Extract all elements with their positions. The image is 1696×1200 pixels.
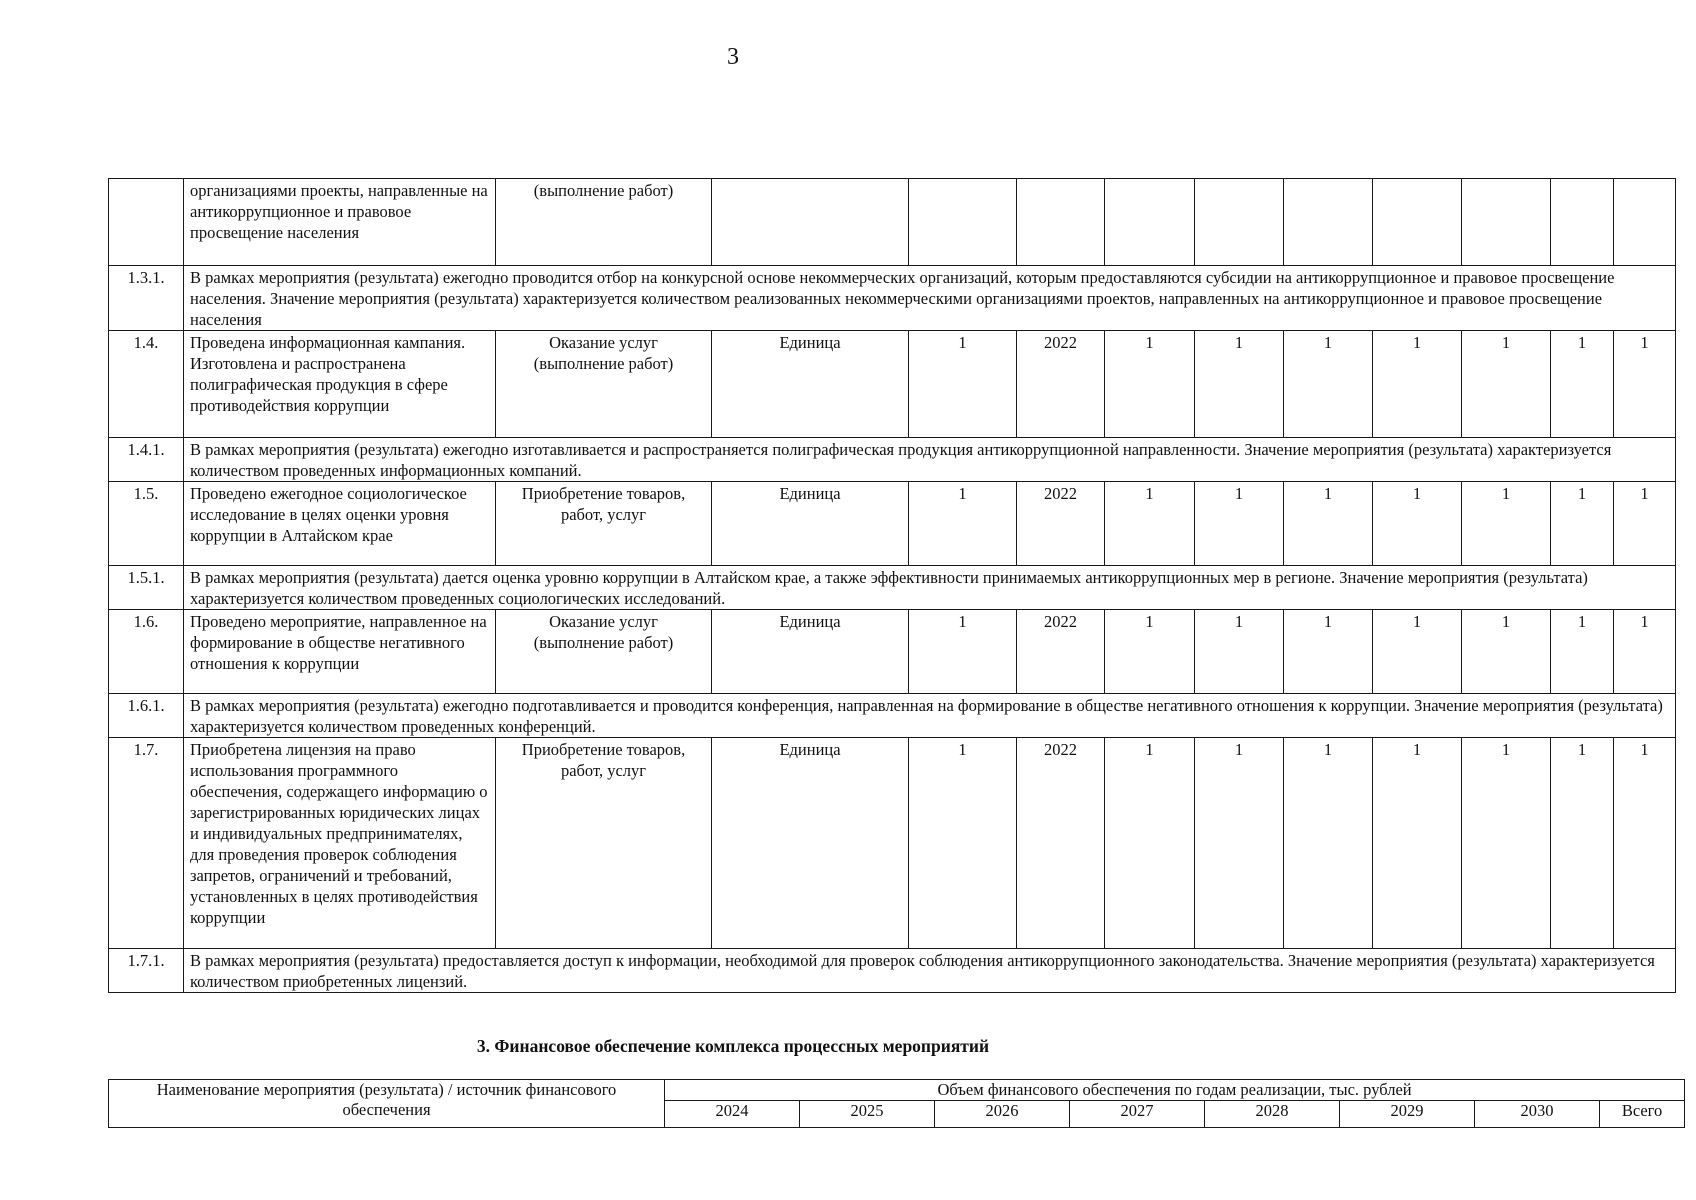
year-value-cell: 1 xyxy=(1614,331,1676,438)
measure-name: Проведено мероприятие, направленное на формирование в обществе негативного отношения к коррупции xyxy=(184,610,496,694)
year-value-cell: 1 xyxy=(1105,610,1195,694)
year-value-cell: 1 xyxy=(1551,482,1614,566)
measure-row xyxy=(109,610,1676,694)
section-title: 3. Финансовое обеспечение комплекса процессных мероприятий xyxy=(476,1036,990,1056)
description-row xyxy=(109,566,1676,610)
year-value-cell: 1 xyxy=(1462,610,1551,694)
base-value-cell: 1 xyxy=(909,738,1017,949)
year-value-cell: 1 xyxy=(1614,610,1676,694)
description-text: В рамках мероприятия (результата) ежегодно проводится отбор на конкурсной основе некоммерческих организаций, которым предоставляются субсидии на антикоррупционное и правовое просвещение населения. Значение мероприятия (результата) характеризуется количеством реализованных некоммерческими организациями проектов, направленных на антикоррупционное и правовое просвещение населения xyxy=(184,266,1676,331)
measures-table-body xyxy=(109,179,1676,993)
year-value-cell: 1 xyxy=(1551,738,1614,949)
base-year-cell: 2022 xyxy=(1017,331,1105,438)
measure-name: организациями проекты, направленные на антикоррупционное и правовое просвещение населения xyxy=(184,179,496,266)
year-value-cell: 1 xyxy=(1195,331,1284,438)
year-value-cell: 1 xyxy=(1614,738,1676,949)
row-number: 1.6.1. xyxy=(109,694,184,738)
finance-total-header: Всего xyxy=(1600,1101,1685,1128)
unit-cell: Единица xyxy=(712,482,909,566)
description-row xyxy=(109,949,1676,993)
year-value-cell: 1 xyxy=(1105,331,1195,438)
description-text: В рамках мероприятия (результата) предоставляется доступ к информации, необходимой для проверок соблюдения антикоррупционного законодательства. Значение мероприятия (результата) характеризуется количеством приобретенных лицензий. xyxy=(184,949,1676,993)
description-row xyxy=(109,438,1676,482)
base-year-cell xyxy=(1017,179,1105,266)
year-value-cell: 1 xyxy=(1195,610,1284,694)
finance-table xyxy=(108,1079,1685,1128)
row-number: 1.6. xyxy=(109,610,184,694)
finance-name-header: Наименование мероприятия (результата) / источник финансового обеспечения xyxy=(109,1080,665,1128)
year-value-cell: 1 xyxy=(1551,610,1614,694)
year-value-cell xyxy=(1105,179,1195,266)
description-row xyxy=(109,694,1676,738)
measure-name: Приобретена лицензия на право использования программного обеспечения, содержащего информацию о зарегистрированных юридических лицах и индивидуальных предпринимателях, для проведения проверок соблюдения запретов, ограничений и требований, установленных в целях противодействия коррупции xyxy=(184,738,496,949)
year-value-cell: 1 xyxy=(1373,482,1462,566)
finance-year-cell: 2027 xyxy=(1070,1101,1205,1128)
finance-volume-header: Объем финансового обеспечения по годам реализации, тыс. рублей xyxy=(665,1080,1685,1101)
row-number: 1.7.1. xyxy=(109,949,184,993)
base-year-cell: 2022 xyxy=(1017,482,1105,566)
description-row xyxy=(109,266,1676,331)
measure-kind: Приобретение товаров, работ, услуг xyxy=(496,738,712,949)
year-value-cell: 1 xyxy=(1551,331,1614,438)
measure-row xyxy=(109,179,1676,266)
unit-cell: Единица xyxy=(712,610,909,694)
year-value-cell: 1 xyxy=(1284,331,1373,438)
measure-row xyxy=(109,331,1676,438)
base-value-cell: 1 xyxy=(909,331,1017,438)
year-value-cell xyxy=(1462,179,1551,266)
measure-kind: Оказание услуг (выполнение работ) xyxy=(496,331,712,438)
year-value-cell: 1 xyxy=(1284,610,1373,694)
finance-year-cell: 2029 xyxy=(1340,1101,1475,1128)
year-value-cell xyxy=(1284,179,1373,266)
year-value-cell xyxy=(1195,179,1284,266)
description-text: В рамках мероприятия (результата) дается оценка уровню коррупции в Алтайском крае, а также эффективности принимаемых антикоррупционных мер в регионе. Значение мероприятия (результата) характеризуется количеством проведенных социологических исследований. xyxy=(184,566,1676,610)
finance-year-cell: 2024 xyxy=(665,1101,800,1128)
measure-kind: Приобретение товаров, работ, услуг xyxy=(496,482,712,566)
row-number: 1.4. xyxy=(109,331,184,438)
measure-kind: Оказание услуг (выполнение работ) xyxy=(496,610,712,694)
base-year-cell: 2022 xyxy=(1017,738,1105,949)
page-number: 3 xyxy=(727,44,739,70)
finance-header-row xyxy=(109,1080,1685,1101)
finance-year-cell: 2030 xyxy=(1475,1101,1600,1128)
year-value-cell: 1 xyxy=(1462,738,1551,949)
description-text: В рамках мероприятия (результата) ежегодно подготавливается и проводится конференция, направленная на формирование в обществе негативного отношения к коррупции. Значение мероприятия (результата) характеризуется количеством проведенных конференций. xyxy=(184,694,1676,738)
year-value-cell: 1 xyxy=(1284,482,1373,566)
measures-table xyxy=(108,178,1676,993)
finance-year-cell: 2028 xyxy=(1205,1101,1340,1128)
row-number: 1.7. xyxy=(109,738,184,949)
base-value-cell: 1 xyxy=(909,482,1017,566)
row-number: 1.4.1. xyxy=(109,438,184,482)
base-year-cell: 2022 xyxy=(1017,610,1105,694)
year-value-cell: 1 xyxy=(1105,482,1195,566)
year-value-cell xyxy=(1614,179,1676,266)
base-value-cell xyxy=(909,179,1017,266)
unit-cell: Единица xyxy=(712,331,909,438)
year-value-cell: 1 xyxy=(1373,610,1462,694)
unit-cell xyxy=(712,179,909,266)
year-value-cell: 1 xyxy=(1195,482,1284,566)
year-value-cell xyxy=(1373,179,1462,266)
measure-name: Проведена информационная кампания. Изготовлена и распространена полиграфическая продукция в сфере противодействия коррупции xyxy=(184,331,496,438)
measure-kind: (выполнение работ) xyxy=(496,179,712,266)
year-value-cell: 1 xyxy=(1373,738,1462,949)
row-number xyxy=(109,179,184,266)
measure-row xyxy=(109,482,1676,566)
measure-name: Проведено ежегодное социологическое исследование в целях оценки уровня коррупции в Алтайском крае xyxy=(184,482,496,566)
finance-year-cell: 2025 xyxy=(800,1101,935,1128)
year-value-cell: 1 xyxy=(1105,738,1195,949)
year-value-cell: 1 xyxy=(1614,482,1676,566)
finance-year-cell: 2026 xyxy=(935,1101,1070,1128)
unit-cell: Единица xyxy=(712,738,909,949)
year-value-cell: 1 xyxy=(1373,331,1462,438)
row-number: 1.3.1. xyxy=(109,266,184,331)
year-value-cell: 1 xyxy=(1462,331,1551,438)
description-text: В рамках мероприятия (результата) ежегодно изготавливается и распространяется полиграфическая продукция антикоррупционной направленности. Значение мероприятия (результата) характеризуется количеством проведенных информационных компаний. xyxy=(184,438,1676,482)
measure-row xyxy=(109,738,1676,949)
year-value-cell: 1 xyxy=(1284,738,1373,949)
year-value-cell xyxy=(1551,179,1614,266)
row-number: 1.5.1. xyxy=(109,566,184,610)
year-value-cell: 1 xyxy=(1195,738,1284,949)
year-value-cell: 1 xyxy=(1462,482,1551,566)
row-number: 1.5. xyxy=(109,482,184,566)
base-value-cell: 1 xyxy=(909,610,1017,694)
